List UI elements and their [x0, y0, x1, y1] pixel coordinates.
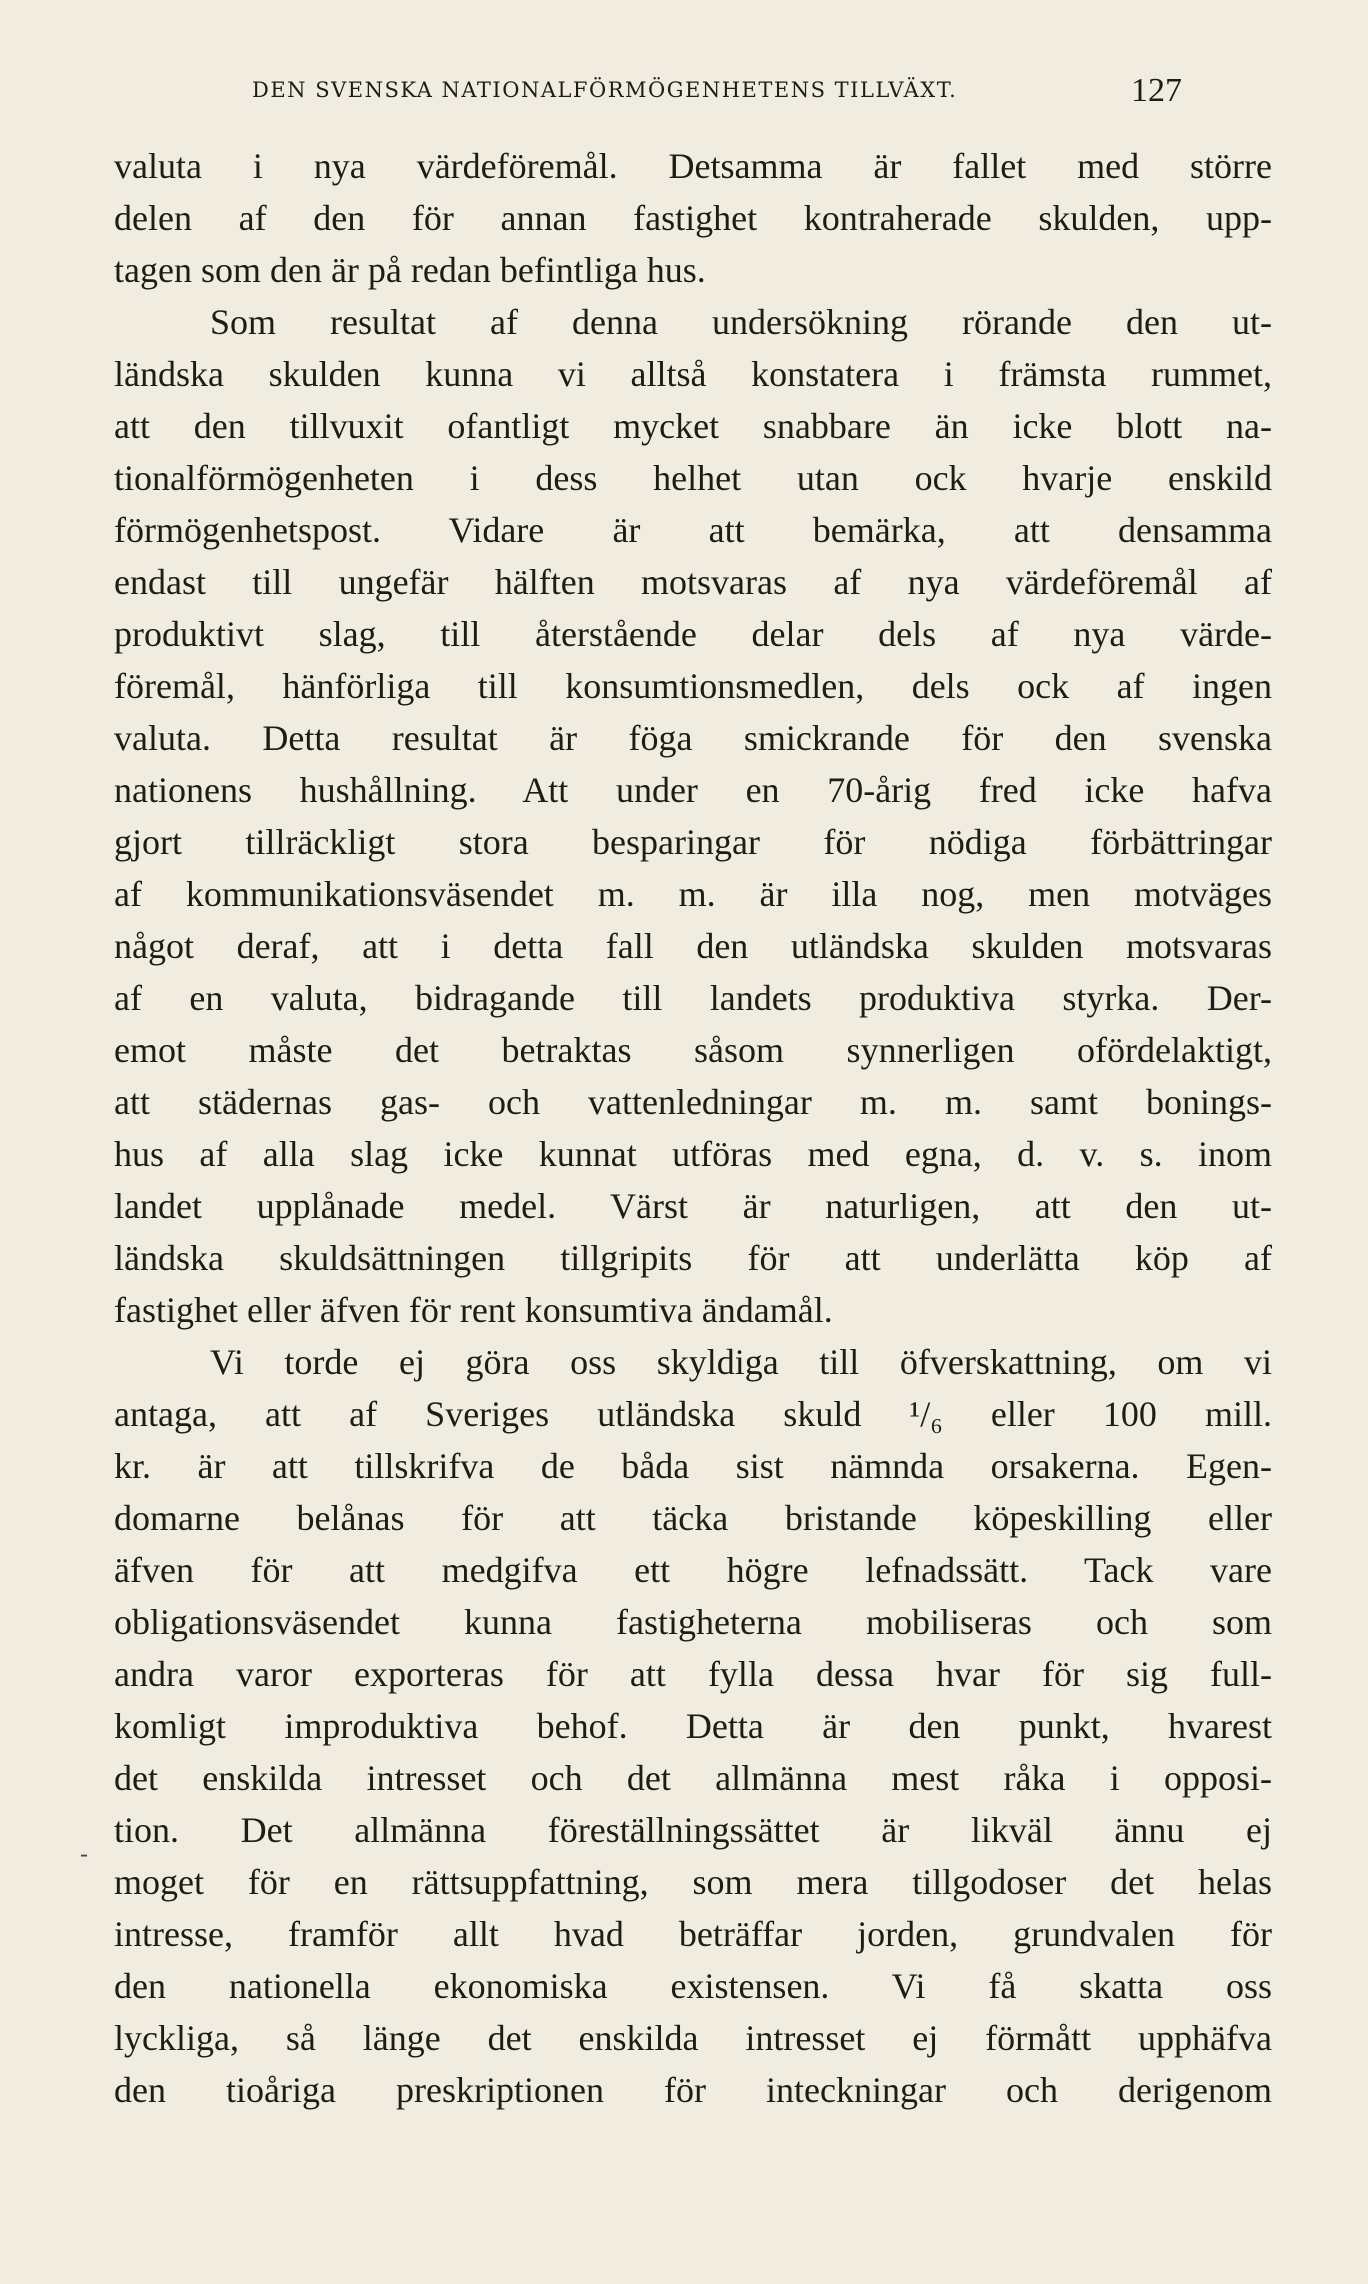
- text-line: Vi torde ej göra oss skyldiga till öfverskattning, om vi: [210, 1342, 1272, 1382]
- text-line: något deraf, att i detta fall den utländska skulden motsvaras: [114, 926, 1272, 966]
- text-line: valuta i nya värdeföremål. Detsamma är fallet med större: [114, 146, 1272, 186]
- text-line: hus af alla slag icke kunnat utföras med egna, d. v. s. inom: [114, 1134, 1272, 1174]
- text-line: fastighet eller äfven för rent konsumtiva ändamål.: [114, 1290, 833, 1330]
- text-line: produktivt slag, till återstående delar dels af nya värde-: [114, 614, 1272, 654]
- text-line: endast till ungefär hälften motsvaras af nya värdeföremål af: [114, 562, 1272, 602]
- text-line: moget för en rättsuppfattning, som mera tillgodoser det helas: [114, 1862, 1272, 1902]
- text-line: gjort tillräckligt stora besparingar för nödiga förbättringar: [114, 822, 1272, 862]
- text-line: att den tillvuxit ofantligt mycket snabbare än icke blott na-: [114, 406, 1272, 446]
- text-line: ländska skuldsättningen tillgripits för att underlätta köp af: [114, 1238, 1272, 1278]
- text-line: obligationsväsendet kunna fastigheterna mobiliseras och som: [114, 1602, 1272, 1642]
- text-line: äfven för att medgifva ett högre lefnadssätt. Tack vare: [114, 1550, 1272, 1590]
- text-line: landet upplånade medel. Värst är naturligen, att den ut-: [114, 1186, 1272, 1226]
- text-line: tion. Det allmänna föreställningssättet är likväl ännu ej: [114, 1810, 1272, 1850]
- text-line: lyckliga, så länge det enskilda intresset ej förmått upphäfva: [114, 2018, 1272, 2058]
- text-line: delen af den för annan fastighet kontraherade skulden, upp-: [114, 198, 1272, 238]
- running-header: [252, 72, 1182, 112]
- text-line: den tioåriga preskriptionen för inteckningar och derigenom: [114, 2070, 1272, 2110]
- text-line: kr. är att tillskrifva de båda sist nämnda orsakerna. Egen-: [114, 1446, 1272, 1486]
- text-line: tionalförmögenheten i dess helhet utan ock hvarje enskild: [114, 458, 1272, 498]
- text-line: antaga, att af Sveriges utländska skuld ¹/₆ eller 100 mill.: [114, 1394, 1272, 1434]
- text-line: intresse, framför allt hvad beträffar jorden, grundvalen för: [114, 1914, 1272, 1954]
- text-line: den nationella ekonomiska existensen. Vi få skatta oss: [114, 1966, 1272, 2006]
- text-line: emot måste det betraktas såsom synnerligen ofördelaktigt,: [114, 1030, 1272, 1070]
- text-line: ländska skulden kunna vi alltså konstatera i främsta rummet,: [114, 354, 1272, 394]
- running-title: DEN SVENSKA NATIONALFÖRMÖGENHETENS TILLVÄXT.: [252, 78, 958, 102]
- text-line: att städernas gas- och vattenledningar m. m. samt bonings-: [114, 1082, 1272, 1122]
- text-line: förmögenhetspost. Vidare är att bemärka, att densamma: [114, 510, 1272, 550]
- text-line: det enskilda intresset och det allmänna mest råka i opposi-: [114, 1758, 1272, 1798]
- text-line: föremål, hänförliga till konsumtionsmedlen, dels ock af ingen: [114, 666, 1272, 706]
- text-line: tagen som den är på redan befintliga hus.: [114, 250, 706, 290]
- text-line: Som resultat af denna undersökning rörande den ut-: [210, 302, 1272, 342]
- margin-mark: -: [80, 1840, 89, 1868]
- text-line: domarne belånas för att täcka bristande köpeskilling eller: [114, 1498, 1272, 1538]
- text-line: af en valuta, bidragande till landets produktiva styrka. Der-: [114, 978, 1272, 1018]
- page-number: 127: [1131, 72, 1182, 109]
- text-line: af kommunikationsväsendet m. m. är illa nog, men motväges: [114, 874, 1272, 914]
- text-line: valuta. Detta resultat är föga smickrande för den svenska: [114, 718, 1272, 758]
- text-line: komligt improduktiva behof. Detta är den punkt, hvarest: [114, 1706, 1272, 1746]
- text-line: nationens hushållning. Att under en 70-årig fred icke hafva: [114, 770, 1272, 810]
- text-line: andra varor exporteras för att fylla dessa hvar för sig full-: [114, 1654, 1272, 1694]
